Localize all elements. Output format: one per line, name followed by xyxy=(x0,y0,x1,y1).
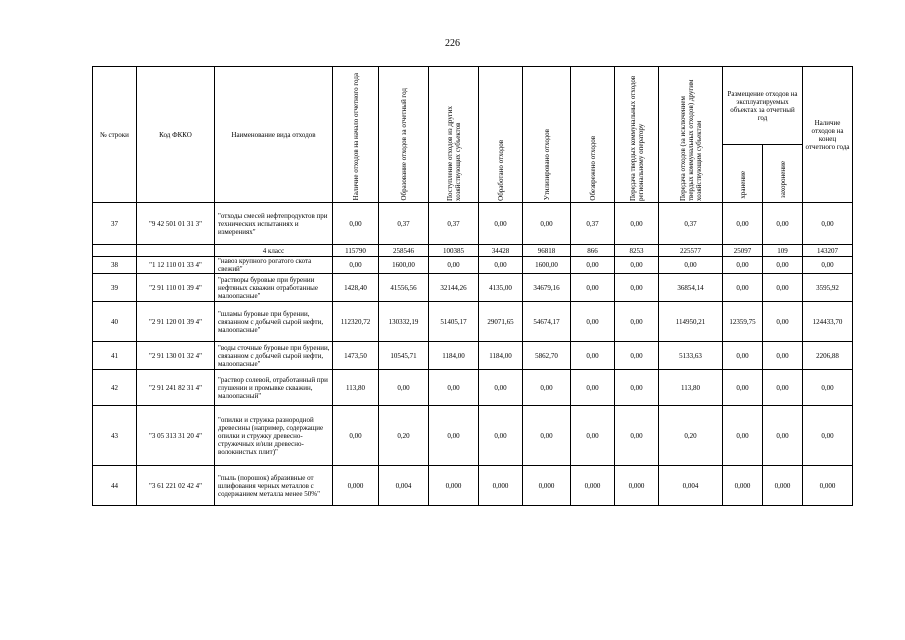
cell-transferred-regional-operator: 0,00 xyxy=(615,370,659,406)
cell-end-amount: 0,000 xyxy=(803,466,853,506)
cell-received: 0,000 xyxy=(429,466,479,506)
header-storage: хранение xyxy=(723,145,763,203)
cell-waste-name: "раствор солевой, отработанный при глушении и промывке скважин, малоопасный" xyxy=(215,370,333,406)
cell-treated: 29071,65 xyxy=(479,302,523,342)
header-fkko-code: Код ФККО xyxy=(137,67,215,203)
header-placement: Размещение отходов на эксплуатируемых объектах за отчетный год xyxy=(723,67,803,145)
cell-fkko-code: "2 91 120 01 39 4" xyxy=(137,302,215,342)
cell-fkko-code: "3 05 313 31 20 4" xyxy=(137,406,215,466)
cell-start-amount: 1428,40 xyxy=(333,274,379,302)
cell-treated: 34428 xyxy=(479,245,523,257)
cell-transferred-regional-operator: 0,00 xyxy=(615,406,659,466)
table-row xyxy=(93,203,853,245)
cell-transferred-regional-operator: 8253 xyxy=(615,245,659,257)
cell-generated: 1600,00 xyxy=(379,257,429,274)
cell-burial: 0,00 xyxy=(763,370,803,406)
cell-received: 1184,00 xyxy=(429,342,479,370)
cell-end-amount: 3595,92 xyxy=(803,274,853,302)
cell-neutralized: 0,00 xyxy=(571,274,615,302)
cell-transferred-other: 0,37 xyxy=(659,203,723,245)
cell-utilized: 5862,70 xyxy=(523,342,571,370)
cell-fkko-code: "9 42 501 01 31 3" xyxy=(137,203,215,245)
cell-neutralized: 0,00 xyxy=(571,406,615,466)
header-generated: Образование отходов за отчетный год xyxy=(379,67,429,203)
table-row xyxy=(93,302,853,342)
cell-utilized: 0,00 xyxy=(523,203,571,245)
cell-treated: 0,00 xyxy=(479,370,523,406)
cell-start-amount: 1473,50 xyxy=(333,342,379,370)
cell-row-number: 41 xyxy=(93,342,137,370)
header-end-amount: Наличие отходов на конец отчетного года xyxy=(803,67,853,203)
header-row-top xyxy=(93,67,853,145)
cell-start-amount: 0,00 xyxy=(333,406,379,466)
header-row-no: № строки xyxy=(93,67,137,203)
cell-utilized: 54674,17 xyxy=(523,302,571,342)
waste-balance-table xyxy=(92,66,853,506)
cell-start-amount: 0,00 xyxy=(333,203,379,245)
cell-fkko-code: "3 61 221 02 42 4" xyxy=(137,466,215,506)
header-burial: захоронение xyxy=(763,145,803,203)
cell-received: 0,00 xyxy=(429,370,479,406)
cell-waste-name: 4 класс xyxy=(215,245,333,257)
cell-storage: 0,00 xyxy=(723,342,763,370)
cell-neutralized: 0,00 xyxy=(571,302,615,342)
cell-neutralized: 0,000 xyxy=(571,466,615,506)
cell-row-number xyxy=(93,245,137,257)
cell-burial: 0,00 xyxy=(763,257,803,274)
cell-end-amount: 2206,88 xyxy=(803,342,853,370)
cell-storage: 0,00 xyxy=(723,274,763,302)
cell-end-amount: 0,00 xyxy=(803,203,853,245)
cell-utilized: 96818 xyxy=(523,245,571,257)
table-row xyxy=(93,257,853,274)
cell-end-amount: 143207 xyxy=(803,245,853,257)
cell-end-amount: 0,00 xyxy=(803,406,853,466)
page-number: 226 xyxy=(445,38,460,49)
cell-storage: 12359,75 xyxy=(723,302,763,342)
table-row xyxy=(93,245,853,257)
cell-burial: 0,00 xyxy=(763,342,803,370)
cell-treated: 0,000 xyxy=(479,466,523,506)
cell-start-amount: 115790 xyxy=(333,245,379,257)
header-waste-name: Наименование вида отходов xyxy=(215,67,333,203)
cell-generated: 0,00 xyxy=(379,370,429,406)
cell-treated: 0,00 xyxy=(479,203,523,245)
cell-fkko-code: "2 91 241 82 31 4" xyxy=(137,370,215,406)
cell-received: 32144,26 xyxy=(429,274,479,302)
cell-utilized: 0,00 xyxy=(523,370,571,406)
cell-start-amount: 0,00 xyxy=(333,257,379,274)
cell-transferred-other: 225577 xyxy=(659,245,723,257)
cell-received: 0,00 xyxy=(429,257,479,274)
table-row xyxy=(93,342,853,370)
cell-transferred-other: 0,004 xyxy=(659,466,723,506)
cell-treated: 0,00 xyxy=(479,406,523,466)
cell-generated: 41556,56 xyxy=(379,274,429,302)
header-transferred-regional-operator: Передача твердых коммунальных отходов региональному оператору xyxy=(615,67,659,203)
cell-transferred-regional-operator: 0,00 xyxy=(615,274,659,302)
cell-transferred-regional-operator: 0,00 xyxy=(615,203,659,245)
cell-transferred-other: 0,00 xyxy=(659,257,723,274)
cell-received: 100385 xyxy=(429,245,479,257)
cell-treated: 1184,00 xyxy=(479,342,523,370)
cell-storage: 0,00 xyxy=(723,257,763,274)
cell-utilized: 0,00 xyxy=(523,406,571,466)
cell-transferred-regional-operator: 0,000 xyxy=(615,466,659,506)
cell-transferred-regional-operator: 0,00 xyxy=(615,302,659,342)
cell-end-amount: 0,00 xyxy=(803,257,853,274)
cell-storage: 0,000 xyxy=(723,466,763,506)
cell-burial: 0,00 xyxy=(763,406,803,466)
cell-waste-name: "растворы буровые при бурении нефтяных скважин отработанные малоопасные" xyxy=(215,274,333,302)
cell-received: 0,00 xyxy=(429,406,479,466)
cell-utilized: 1600,00 xyxy=(523,257,571,274)
cell-burial: 109 xyxy=(763,245,803,257)
cell-row-number: 40 xyxy=(93,302,137,342)
table-row xyxy=(93,406,853,466)
cell-burial: 0,000 xyxy=(763,466,803,506)
header-start-amount: Наличие отходов на начало отчетного года xyxy=(333,67,379,203)
cell-fkko-code: "1 12 110 01 33 4" xyxy=(137,257,215,274)
cell-fkko-code: "2 91 130 01 32 4" xyxy=(137,342,215,370)
header-treated: Обработано отходов xyxy=(479,67,523,203)
cell-generated: 258546 xyxy=(379,245,429,257)
cell-waste-name: "отходы смесей нефтепродуктов при технических испытаниях и измерениях" xyxy=(215,203,333,245)
cell-waste-name: "опилки и стружка разнородной древесины (например, содержащие опилки и стружку древесно-стружечных и/или древесно-волокнистых плит)" xyxy=(215,406,333,466)
cell-burial: 0,00 xyxy=(763,302,803,342)
cell-transferred-other: 0,20 xyxy=(659,406,723,466)
cell-start-amount: 113,80 xyxy=(333,370,379,406)
cell-neutralized: 0,00 xyxy=(571,342,615,370)
cell-waste-name: "воды сточные буровые при бурении, связанном с добычей сырой нефти, малоопасные" xyxy=(215,342,333,370)
cell-treated: 4135,00 xyxy=(479,274,523,302)
header-received: Поступление отходов из других хозяйствующих субъектов xyxy=(429,67,479,203)
cell-row-number: 44 xyxy=(93,466,137,506)
cell-utilized: 34679,16 xyxy=(523,274,571,302)
cell-transferred-other: 36854,14 xyxy=(659,274,723,302)
cell-storage: 0,00 xyxy=(723,203,763,245)
table-body xyxy=(93,203,853,506)
cell-received: 51405,17 xyxy=(429,302,479,342)
cell-row-number: 42 xyxy=(93,370,137,406)
cell-generated: 10545,71 xyxy=(379,342,429,370)
table-row xyxy=(93,466,853,506)
cell-generated: 0,004 xyxy=(379,466,429,506)
cell-generated: 130332,19 xyxy=(379,302,429,342)
cell-treated: 0,00 xyxy=(479,257,523,274)
cell-utilized: 0,000 xyxy=(523,466,571,506)
cell-burial: 0,00 xyxy=(763,203,803,245)
cell-fkko-code: "2 91 110 01 39 4" xyxy=(137,274,215,302)
cell-row-number: 39 xyxy=(93,274,137,302)
cell-storage: 0,00 xyxy=(723,406,763,466)
cell-row-number: 43 xyxy=(93,406,137,466)
cell-start-amount: 112320,72 xyxy=(333,302,379,342)
cell-storage: 25097 xyxy=(723,245,763,257)
cell-transferred-regional-operator: 0,00 xyxy=(615,257,659,274)
header-neutralized: Обезврежено отходов xyxy=(571,67,615,203)
cell-waste-name: "навоз крупного рогатого скота свежий" xyxy=(215,257,333,274)
cell-generated: 0,20 xyxy=(379,406,429,466)
cell-storage: 0,00 xyxy=(723,370,763,406)
cell-transferred-regional-operator: 0,00 xyxy=(615,342,659,370)
cell-transferred-other: 113,80 xyxy=(659,370,723,406)
cell-waste-name: "шламы буровые при бурении, связанном с добычей сырой нефти, малоопасные" xyxy=(215,302,333,342)
cell-neutralized: 0,00 xyxy=(571,370,615,406)
cell-fkko-code xyxy=(137,245,215,257)
table-row xyxy=(93,370,853,406)
cell-end-amount: 124433,70 xyxy=(803,302,853,342)
cell-received: 0,37 xyxy=(429,203,479,245)
cell-waste-name: "пыль (порошок) абразивные от шлифования черных металлов с содержанием металла менее 50%" xyxy=(215,466,333,506)
cell-transferred-other: 114950,21 xyxy=(659,302,723,342)
cell-row-number: 37 xyxy=(93,203,137,245)
cell-neutralized: 0,00 xyxy=(571,257,615,274)
cell-row-number: 38 xyxy=(93,257,137,274)
header-utilized: Утилизировано отходов xyxy=(523,67,571,203)
cell-end-amount: 0,00 xyxy=(803,370,853,406)
header-transferred-other: Передача отходов (за исключением твердых коммунальных отходов) другим хозяйствующим субъектам xyxy=(659,67,723,203)
cell-burial: 0,00 xyxy=(763,274,803,302)
cell-generated: 0,37 xyxy=(379,203,429,245)
table-row xyxy=(93,274,853,302)
cell-transferred-other: 5133,63 xyxy=(659,342,723,370)
cell-start-amount: 0,000 xyxy=(333,466,379,506)
cell-neutralized: 866 xyxy=(571,245,615,257)
cell-neutralized: 0,37 xyxy=(571,203,615,245)
